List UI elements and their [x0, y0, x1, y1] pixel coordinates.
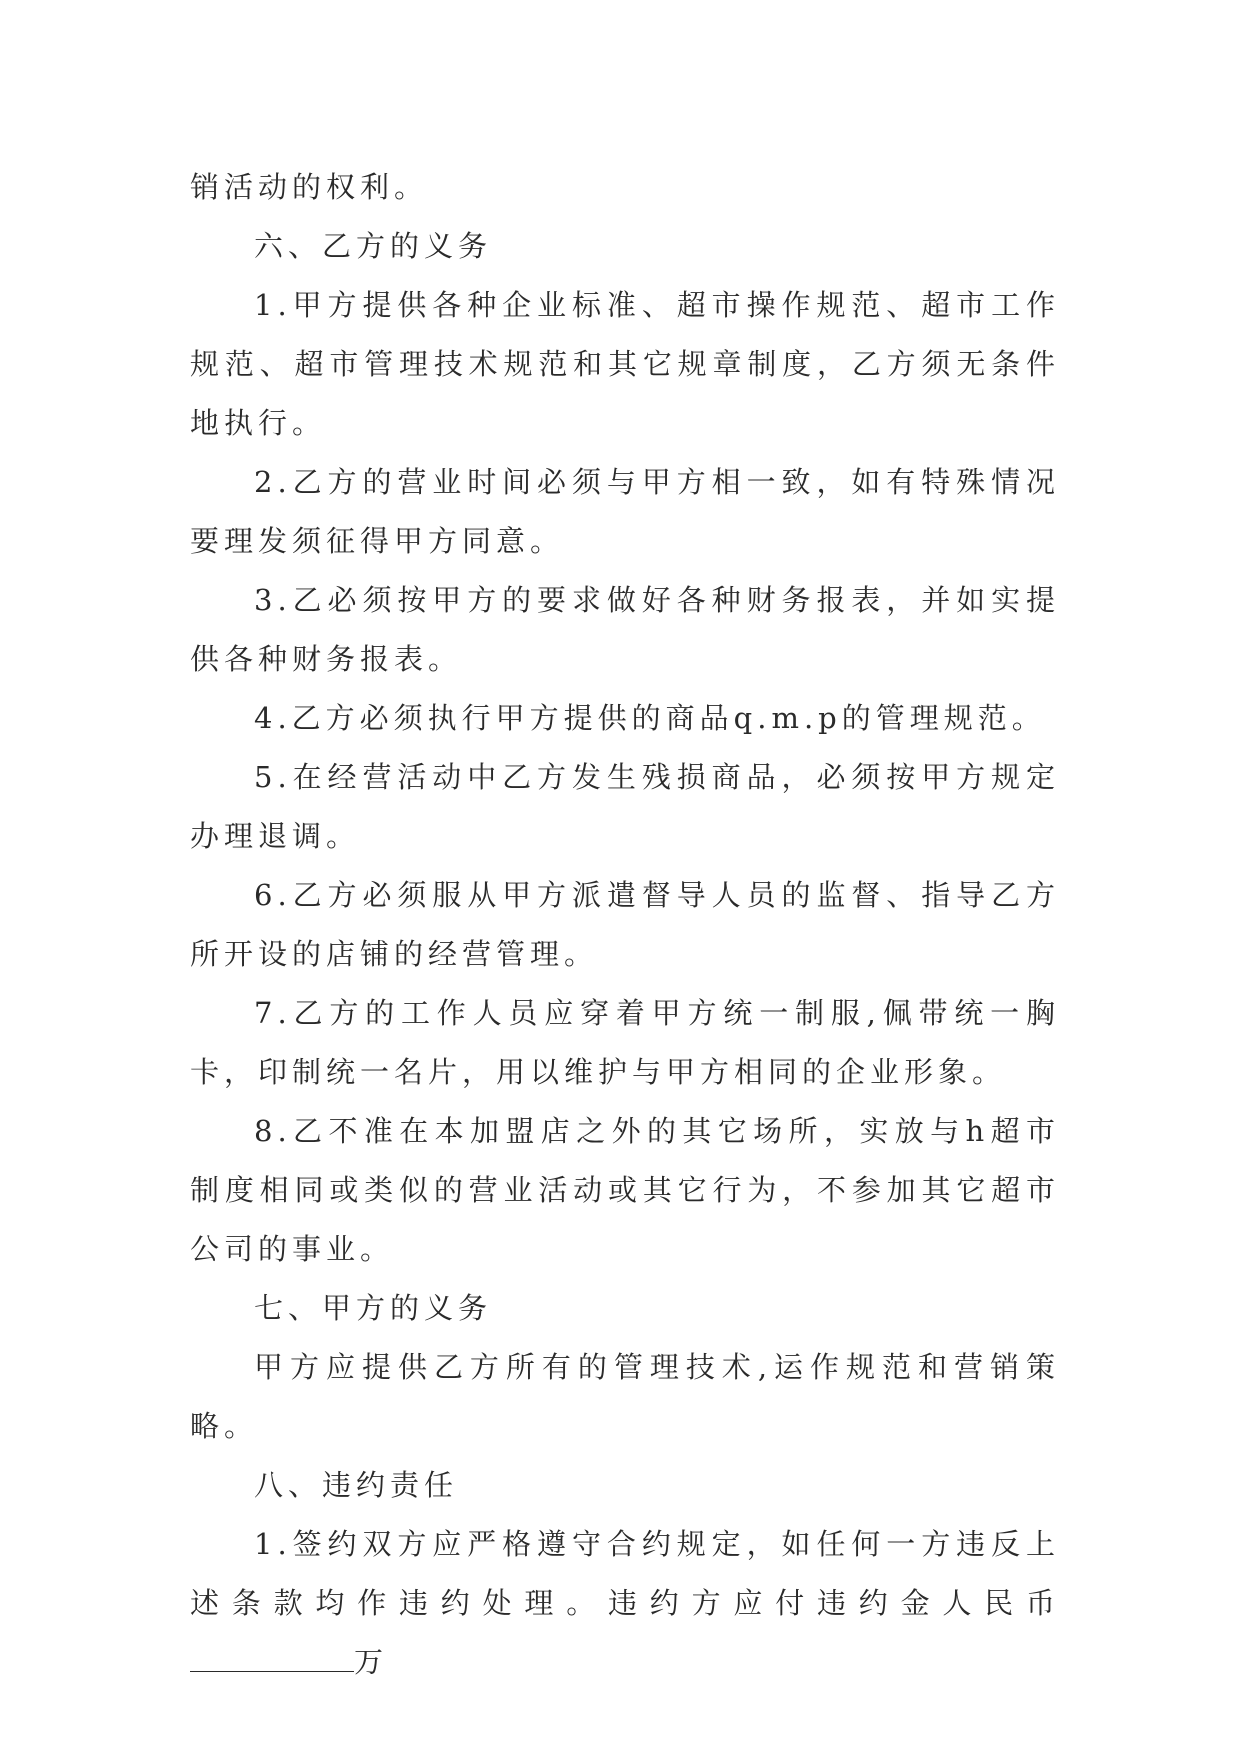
clause-6-6: 6.乙方必须服从甲方派遣督导人员的监督、指导乙方所开设的店铺的经营管理。 — [190, 878, 1060, 971]
section-heading-6: 六、乙方的义务 — [254, 229, 493, 263]
clause-6-3: 3.乙必须按甲方的要求做好各种财务报表，并如实提供各种财务报表。 — [190, 583, 1060, 676]
section-heading-7: 七、甲方的义务 — [254, 1291, 493, 1325]
clause-8-1 — [190, 1515, 1060, 1692]
clause-6-8: 8.乙不准在本加盟店之外的其它场所，实放与h超市制度相同或类似的营业活动或其它行为，不参加其它超市公司的事业。 — [190, 1114, 1060, 1266]
clause-6-2: 2.乙方的营业时间必须与甲方相一致，如有特殊情况要理发须征得甲方同意。 — [190, 465, 1060, 558]
clause-7-1: 甲方应提供乙方所有的管理技术,运作规范和营销策略。 — [190, 1350, 1060, 1443]
clause-8-1-unit: 万 — [354, 1645, 389, 1679]
clause-6-5: 5.在经营活动中乙方发生残损商品，必须按甲方规定办理退调。 — [190, 760, 1060, 853]
paragraph-continuation: 销活动的权利。 — [190, 170, 429, 204]
clause-6-1: 1.甲方提供各种企业标准、超市操作规范、超市工作规范、超市管理技术规范和其它规章制度，乙方须无条件地执行。 — [190, 288, 1060, 440]
section-heading-8: 八、违约责任 — [254, 1468, 459, 1502]
document-body — [190, 158, 1060, 1692]
fill-in-blank — [190, 1649, 354, 1672]
clause-8-1-text: 1.签约双方应严格遵守合约规定，如任何一方违反上述条款均作违约处理。违约方应付违约金人民币 — [190, 1527, 1060, 1620]
clause-6-4: 4.乙方必须执行甲方提供的商品q.m.p的管理规范。 — [254, 701, 1046, 735]
clause-6-7: 7.乙方的工作人员应穿着甲方统一制服,佩带统一胸卡，印制统一名片，用以维护与甲方相同的企业形象。 — [190, 996, 1060, 1089]
